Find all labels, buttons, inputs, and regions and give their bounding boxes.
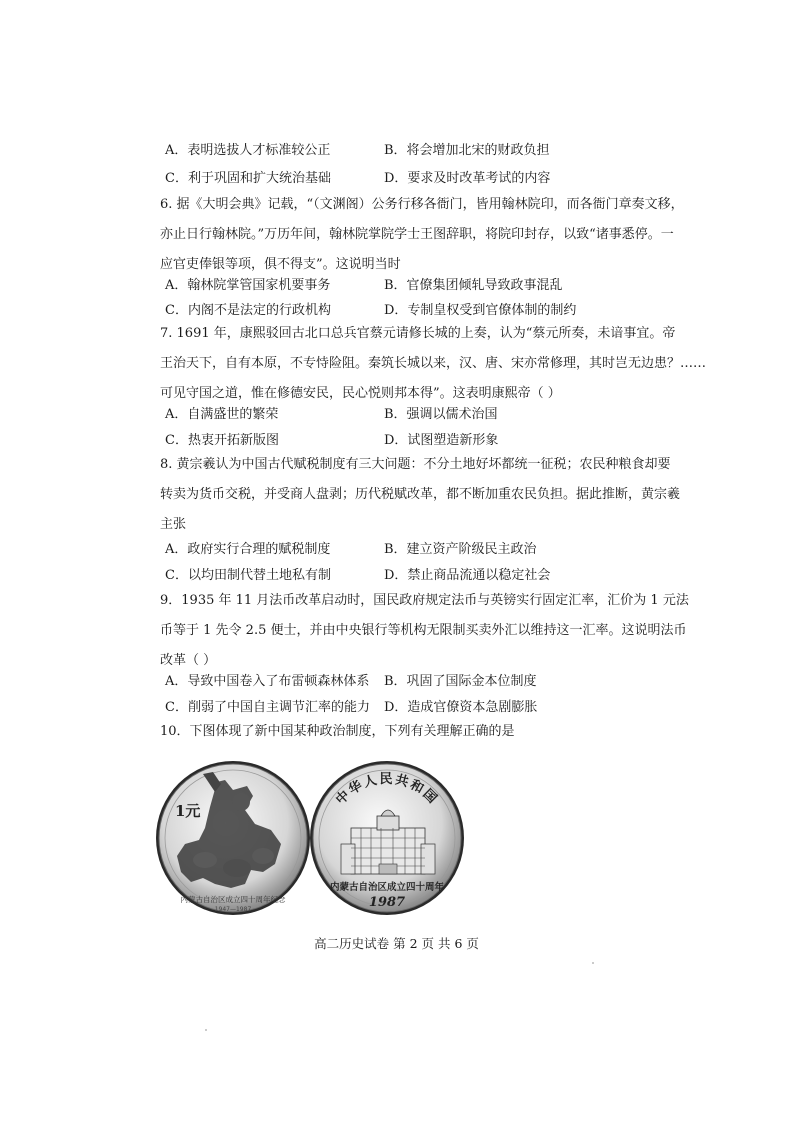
coin-obverse xyxy=(156,761,310,915)
question-9-line: 改革（ ） xyxy=(160,653,217,668)
question-7-line: 7. 1691 年，康熙驳回古北口总兵官蔡元请修长城的上奏，认为“蔡元所奏，未谙事宜。帝 xyxy=(160,326,676,341)
coin-left-years: 1947—1987 xyxy=(214,906,252,913)
q8-option-d: D．禁止商品流通以稳定社会 xyxy=(384,568,551,583)
question-7-line: 可见守国之道，惟在修德安民，民心悦则邦本得”。这表明康熙帝（ ） xyxy=(160,386,561,401)
q8-option-c: C．以均田制代替土地私有制 xyxy=(165,568,331,583)
q7-option-a: A．自满盛世的繁荣 xyxy=(165,407,279,422)
q6-option-a: A．翰林院掌管国家机要事务 xyxy=(165,278,331,293)
page-footer: 高二历史试卷 第 2 页 共 6 页 xyxy=(314,936,479,951)
question-9-line: 币等于 1 先令 2.5 便士，并由中央银行等机构无限制买卖外汇以维持这一汇率。这说明法币 xyxy=(160,623,687,638)
coin-right-bottom-text: 内蒙古自治区成立四十周年 xyxy=(329,882,445,893)
q7-option-b: B．强调以儒术治国 xyxy=(384,407,498,422)
q7-option-c: C．热衷开拓新版图 xyxy=(165,433,279,448)
coin-reverse xyxy=(310,761,464,915)
coin-denomination: 1元 xyxy=(175,802,201,820)
q7-option-d: D．试图塑造新形象 xyxy=(384,433,499,448)
question-6-line: 应官吏俸银等项，俱不得支”。这说明当时 xyxy=(160,257,401,272)
question-9-line: 9．1935 年 11 月法币改革启动时，国民政府规定法币与英镑实行固定汇率，汇价为 1 元法 xyxy=(160,593,689,608)
q9-option-c: C．削弱了中国自主调节汇率的能力 xyxy=(165,700,370,715)
q8-option-a: A．政府实行合理的赋税制度 xyxy=(165,542,331,557)
q6-option-c: C．内阁不是法定的行政机构 xyxy=(165,303,331,318)
question-7-line: 王治天下，自有本原，不专恃险阻。秦筑长城以来，汉、唐、宋亦常修理，其时岂无边患？…… xyxy=(160,356,707,371)
q5-option-a: A．表明选拔人才标准较公正 xyxy=(165,143,331,158)
question-10 xyxy=(160,717,660,747)
question-10-line: 10．下图体现了新中国某种政治制度，下列有关理解正确的是 xyxy=(160,724,515,739)
rider-head-relief xyxy=(232,793,250,811)
question-8-line: 主张 xyxy=(160,517,187,532)
q5-option-b: B．将会增加北宋的财政负担 xyxy=(384,143,550,158)
question-6-line: 亦止日行翰林院。”万历年间，翰林院掌院学士王图辞职，将院印封存，以致“诸事悉停。一 xyxy=(160,227,674,242)
question-8 xyxy=(160,450,681,540)
q5-option-c: C．利于巩固和扩大统治基础 xyxy=(165,171,331,186)
q8-option-b: B．建立资产阶级民主政治 xyxy=(384,542,537,557)
coin-right-year: 1987 xyxy=(368,895,406,910)
question-6-line: 6. 据《大明会典》记载，“（文渊阁）公务行移各衙门，皆用翰林院印，而各衙门章奏文移， xyxy=(160,197,684,212)
q6-option-d: D．专制皇权受到官僚体制的制约 xyxy=(384,303,577,318)
q5-option-d: D．要求及时改革考试的内容 xyxy=(384,171,551,186)
scan-speck xyxy=(205,1029,207,1031)
question-6 xyxy=(160,190,684,280)
q9-option-a: A．导致中国卷入了布雷顿森林体系 xyxy=(165,674,370,689)
commemorative-coins-image xyxy=(155,752,465,926)
scan-speck xyxy=(592,962,594,964)
q9-option-d: D．造成官僚资本急剧膨胀 xyxy=(384,700,538,715)
question-7 xyxy=(160,319,707,409)
coin-right-top-text: 中华人民共和国 xyxy=(333,772,441,808)
q9-option-b: B．巩固了国际金本位制度 xyxy=(384,674,537,689)
question-8-line: 8. 黄宗羲认为中国古代赋税制度有三大问题：不分土地好坏都统一征税；农民种粮食却要 xyxy=(160,457,671,472)
question-9 xyxy=(160,586,689,676)
q6-option-b: B．官僚集团倾轧导致政事混乱 xyxy=(384,278,563,293)
coin-left-inscription: 内蒙古自治区成立四十周年纪念 xyxy=(180,895,286,904)
question-8-line: 转卖为货币交税，并受商人盘剥；历代税赋改革，都不断加重农民负担。据此推断，黄宗羲 xyxy=(160,487,681,502)
